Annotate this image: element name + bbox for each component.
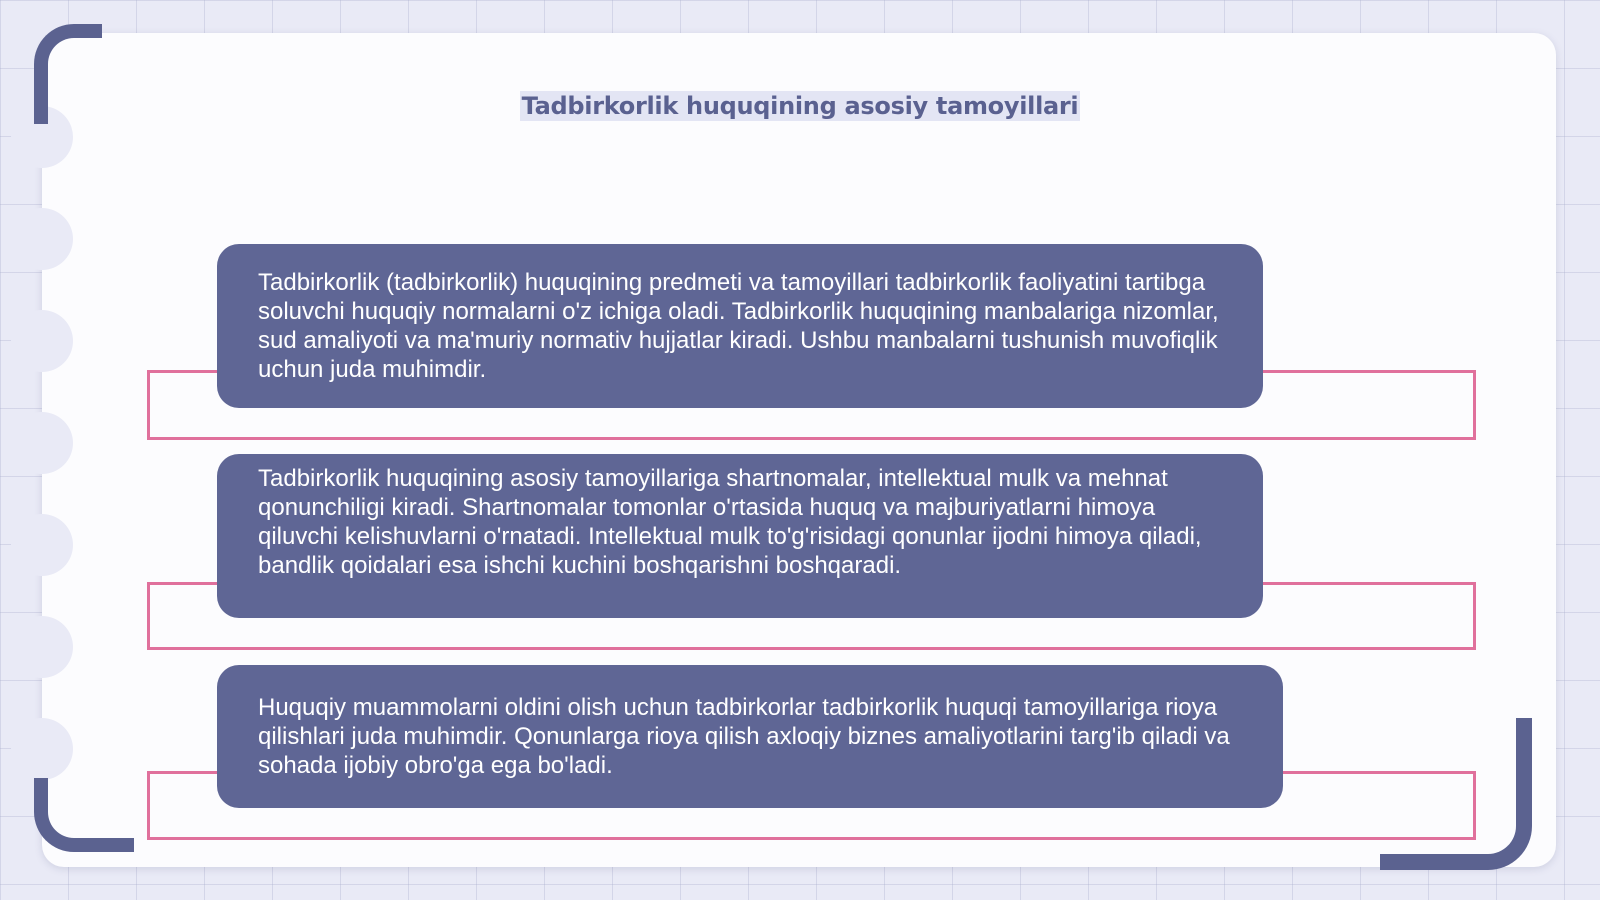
- notebook-hole: [11, 310, 73, 372]
- notebook-hole: [11, 412, 73, 474]
- page-title-wrap: [0, 92, 1600, 120]
- principle-card-text: Huquqiy muammolarni oldini olish uchun tadbirkorlar tadbirkorlik huquqi tamoyillariga rioya qilishlari juda muhimdir. Qonunlarga rioya qilish axloqiy biznes amaliyotlarini targ'ib qiladi va sohada ijobiy obro'ga ega bo'ladi.: [258, 694, 1230, 779]
- principle-card: [217, 454, 1263, 618]
- principle-card-text: Tadbirkorlik (tadbirkorlik) huquqining predmeti va tamoyillari tadbirkorlik faoliyatini tartibga soluvchi huquqiy normalarni o'z ichiga oladi. Tadbirkorlik huquqining manbalariga nizomlar, sud amaliyoti va ma'muriy normativ hujjatlar kiradi. Ushbu manbalarni tushunish muvofiqlik uchun juda muhimdir.: [258, 269, 1219, 383]
- corner-bracket-bottom-left: [34, 778, 134, 852]
- notebook-hole: [11, 616, 73, 678]
- principle-card-text: Tadbirkorlik huquqining asosiy tamoyillariga shartnomalar, intellektual mulk va mehnat qonunchiligi kiradi. Shartnomalar tomonlar o'rtasida huquq va majburiyatlarni himoya qiluvchi kelishuvlarni o'rnatadi. Intellektual mulk to'g'risidagi qonunlar ijodni himoya qiladi, bandlik qoidalari esa ishchi kuchini boshqarishni boshqaradi.: [258, 465, 1202, 579]
- principle-card: [217, 665, 1283, 808]
- notebook-hole: [11, 718, 73, 780]
- principle-card: [217, 244, 1263, 408]
- notebook-hole: [11, 514, 73, 576]
- page-title: Tadbirkorlik huquqining asosiy tamoyillari: [521, 92, 1079, 120]
- notebook-hole: [11, 208, 73, 270]
